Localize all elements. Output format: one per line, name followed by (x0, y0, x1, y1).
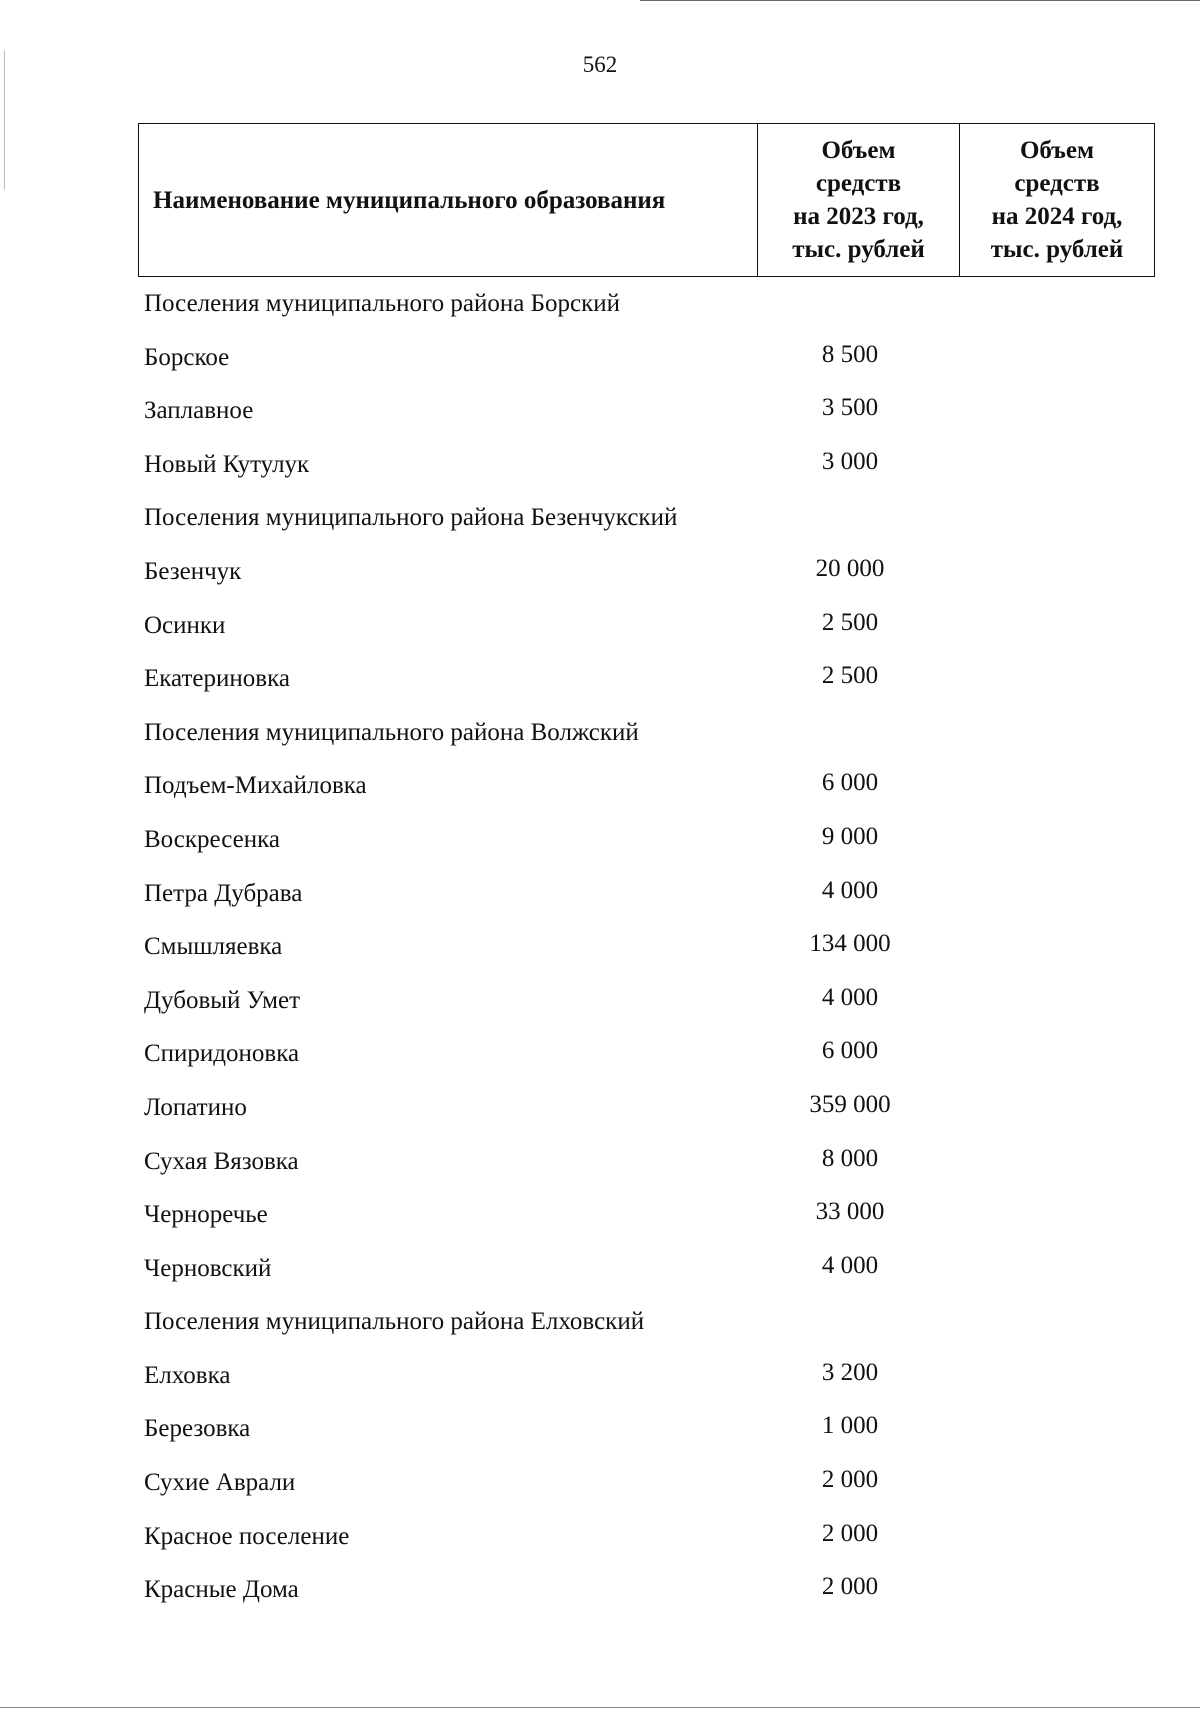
table-row (144, 1568, 1154, 1622)
table-row (144, 282, 1154, 336)
row-value-2023-text: 8 000 (821, 1144, 879, 1172)
table-row (144, 604, 1154, 658)
table-row (144, 1140, 1154, 1194)
table-row (144, 336, 1154, 390)
row-value-2023-text: 4 000 (821, 1251, 879, 1279)
table-row (144, 1032, 1154, 1086)
table-row (144, 1300, 1154, 1354)
header-row (139, 124, 1155, 277)
row-value-2023-text: 2 000 (821, 1466, 879, 1494)
row-name: Дубовый Умет (144, 986, 301, 1014)
table-header (138, 123, 1155, 277)
row-name: Черноречье (144, 1201, 268, 1229)
row-value-2023-text: 4 000 (821, 983, 879, 1011)
row-value-2023-text: 3 500 (821, 394, 879, 422)
header-name: Наименование муниципального образования (139, 124, 758, 277)
row-name: Поселения муниципального района Елховский (144, 1308, 645, 1336)
row-name: Красное поселение (144, 1522, 350, 1550)
row-name: Черновский (144, 1254, 272, 1282)
table-row (144, 979, 1154, 1033)
row-name: Сухие Аврали (144, 1469, 296, 1497)
row-value-2023-text: 1 000 (821, 1412, 879, 1440)
table-row (144, 1461, 1154, 1515)
row-value-2023-text: 2 500 (821, 608, 879, 636)
scan-edge-top (640, 0, 1200, 1)
row-value-2023-text: 9 000 (821, 822, 879, 850)
row-value-2023-text: 359 000 (809, 1090, 891, 1118)
row-name: Смышляевка (144, 933, 283, 961)
row-name: Березовка (144, 1415, 251, 1443)
table-row (144, 496, 1154, 550)
row-value-2023-text: 33 000 (815, 1198, 885, 1226)
row-name: Поселения муниципального района Безенчукский (144, 504, 678, 532)
table-row (144, 818, 1154, 872)
row-name: Петра Дубрава (144, 879, 303, 907)
page-number: 562 (582, 52, 618, 77)
row-name: Лопатино (144, 1093, 247, 1121)
table-row (144, 872, 1154, 926)
row-name: Безенчук (144, 557, 242, 585)
row-value-2023-text: 2 000 (821, 1519, 879, 1547)
row-value-2023-text: 6 000 (821, 1037, 879, 1065)
row-value-2023-text: 2 500 (821, 662, 879, 690)
table-row (144, 1247, 1154, 1301)
row-name: Поселения муниципального района Борский (144, 290, 620, 317)
table-row (144, 1515, 1154, 1569)
row-name: Елховка (144, 1361, 231, 1389)
row-value-2023-text: 3 000 (821, 447, 879, 475)
table-row (144, 389, 1154, 443)
row-name: Екатериновка (144, 665, 290, 693)
row-name: Красные Дома (144, 1576, 299, 1604)
table-row (144, 657, 1154, 711)
row-value-2023-text: 2 000 (821, 1573, 879, 1601)
row-name: Заплавное (144, 397, 254, 425)
table-row (144, 1407, 1154, 1461)
table-row (144, 764, 1154, 818)
header-2024: Объем средств на 2024 год, тыс. рублей (960, 124, 1155, 277)
row-name: Новый Кутулук (144, 450, 310, 478)
row-value-2023-text: 3 200 (821, 1358, 879, 1386)
table-body (144, 282, 1154, 1622)
scan-edge-bottom (0, 1707, 1200, 1708)
table-row (144, 443, 1154, 497)
table-row (144, 925, 1154, 979)
table-row (144, 1354, 1154, 1408)
table-row (144, 1086, 1154, 1140)
header-2023: Объем средств на 2023 год, тыс. рублей (758, 124, 960, 277)
row-name: Осинки (144, 611, 226, 639)
row-name: Сухая Вязовка (144, 1147, 299, 1175)
row-value-2023-text: 134 000 (809, 930, 891, 958)
row-name: Воскресенка (144, 825, 280, 853)
row-name: Спиридоновка (144, 1040, 300, 1068)
row-name: Поселения муниципального района Волжский (144, 718, 639, 746)
row-value-2023-text: 6 000 (821, 769, 879, 797)
table-row (144, 550, 1154, 604)
row-value-2023-text: 20 000 (815, 554, 885, 582)
row-name: Подъем-Михайловка (144, 772, 367, 800)
table-row (144, 1193, 1154, 1247)
table-row (144, 711, 1154, 765)
row-value-2023-text: 4 000 (821, 876, 879, 904)
row-name: Борское (144, 343, 230, 371)
row-value-2023-text: 8 500 (821, 340, 879, 368)
